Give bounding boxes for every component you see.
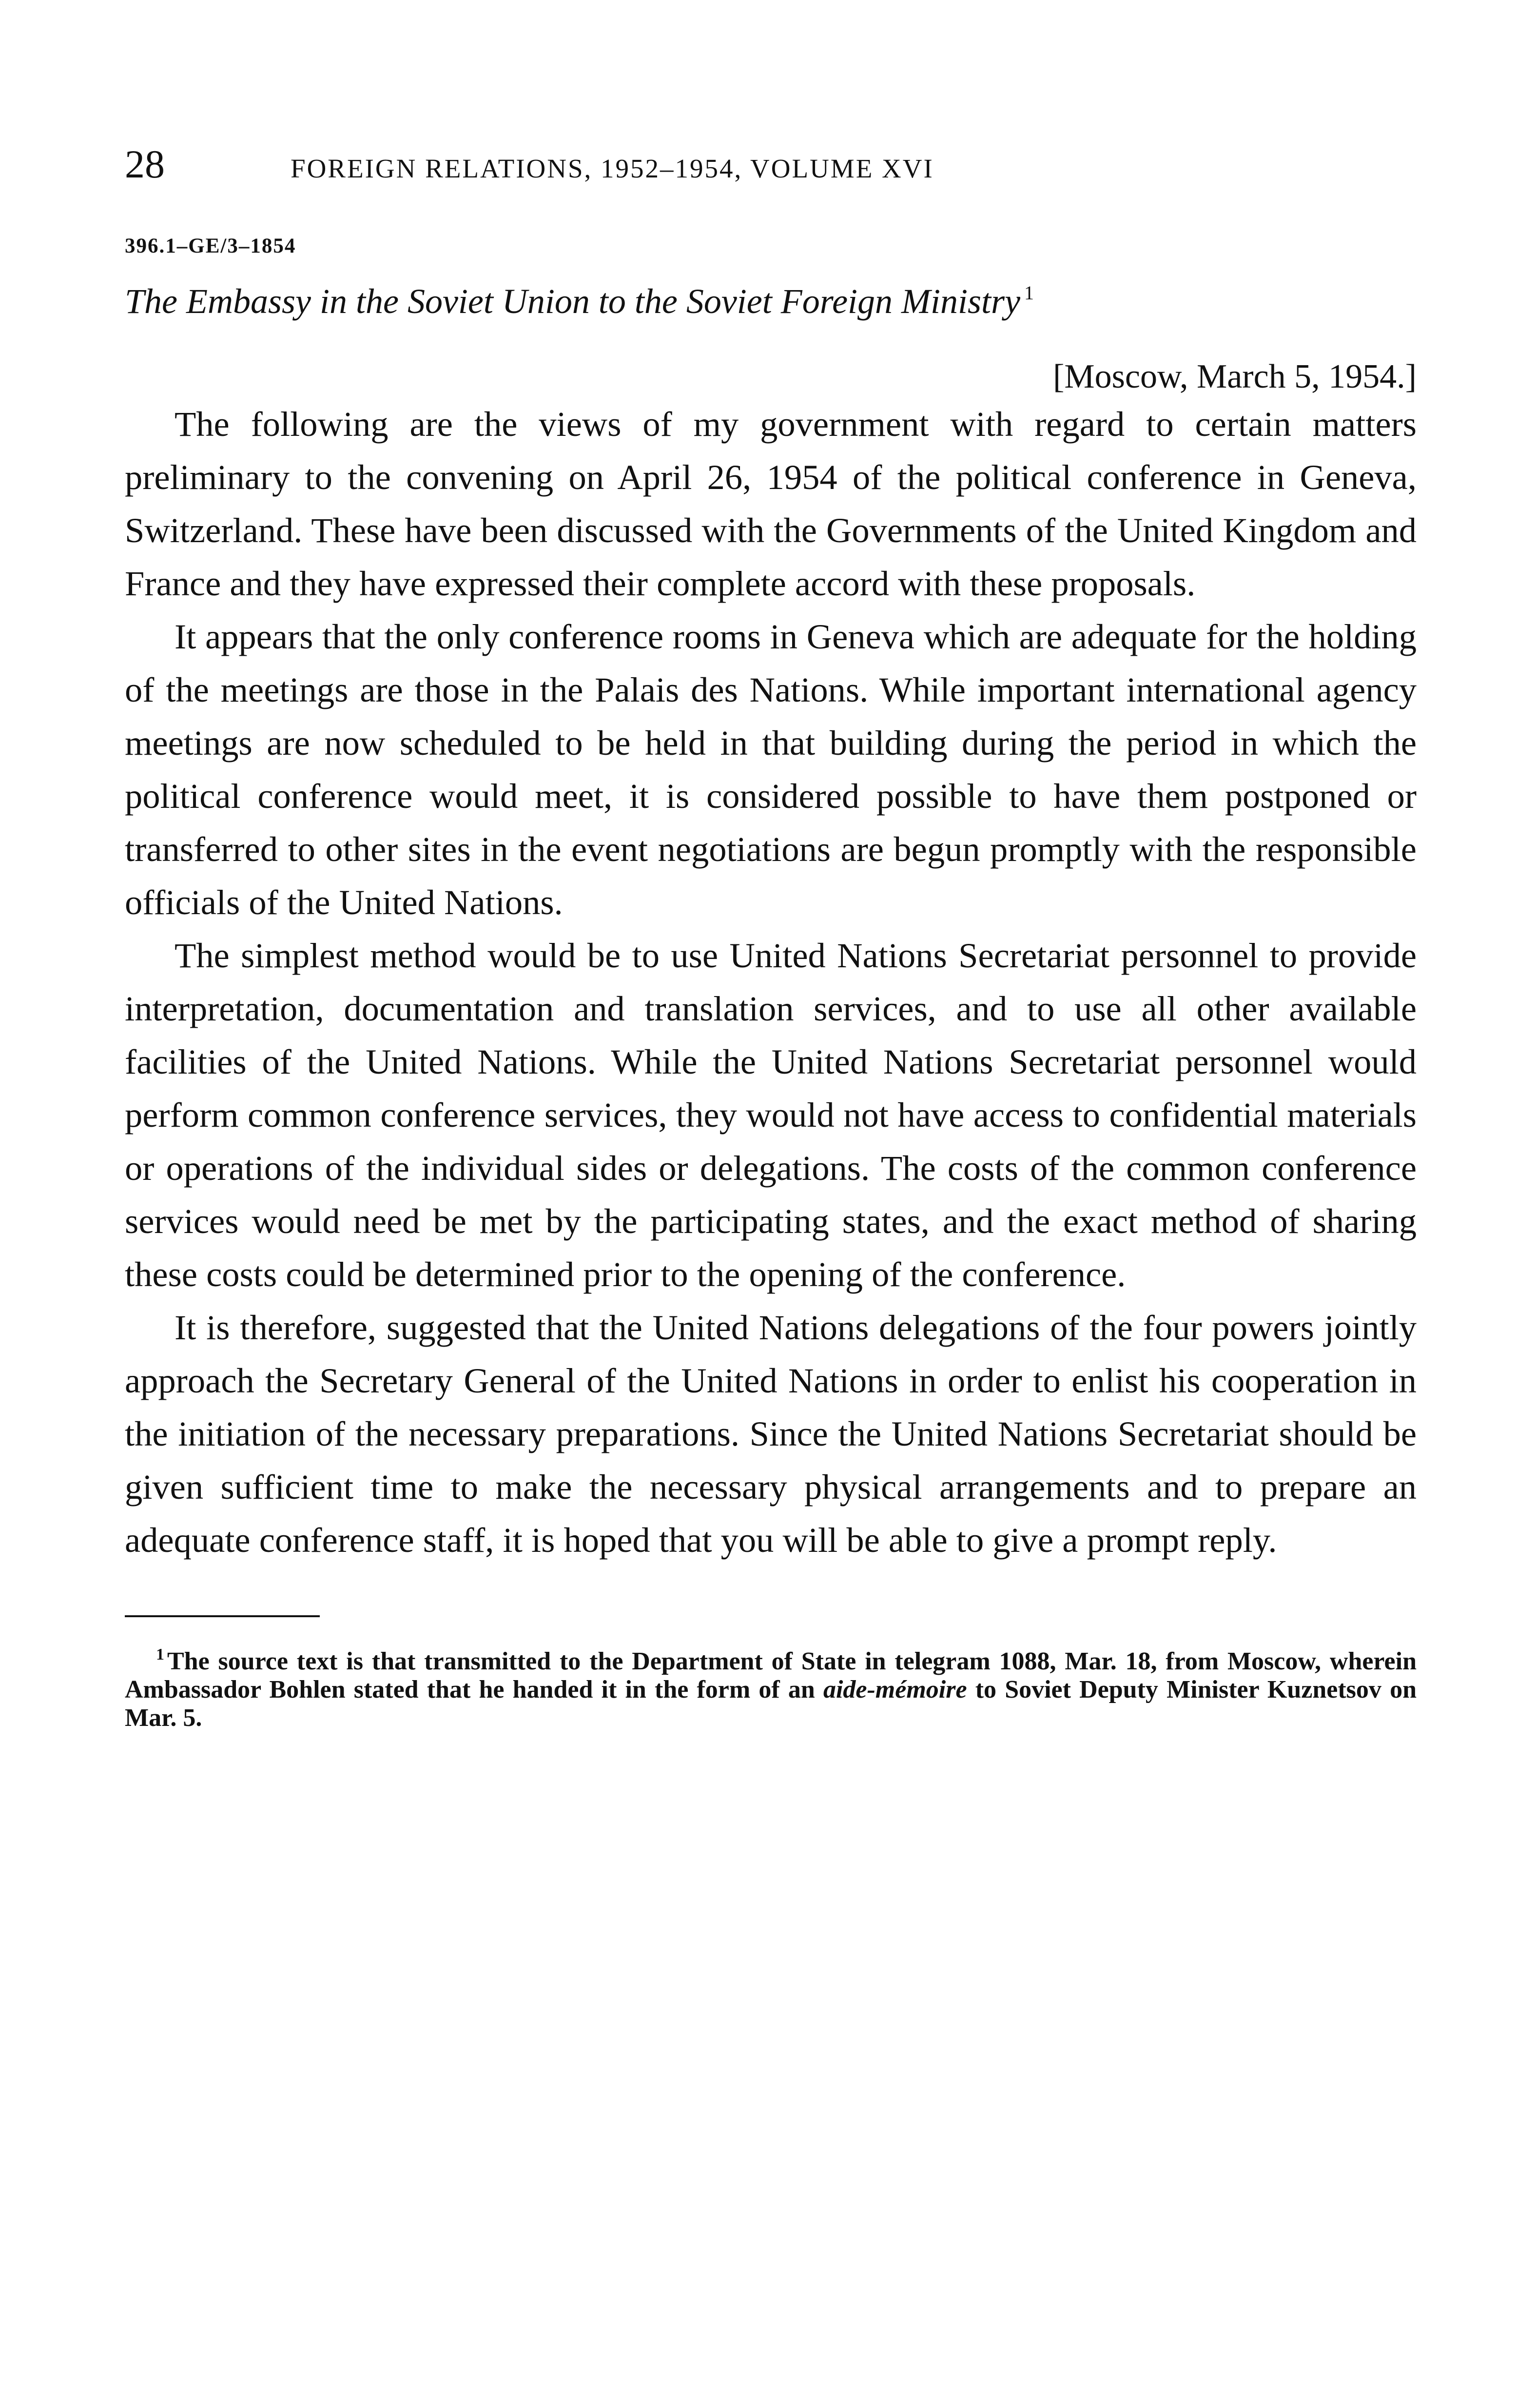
footnote-marker: 1	[156, 1645, 164, 1664]
document-page	[125, 141, 1417, 1732]
document-title-text: The Embassy in the Soviet Union to the Soviet Foreign Ministry	[125, 282, 1021, 321]
body-text	[125, 397, 1417, 1566]
footnote-italic-term: aide-mémoire	[823, 1676, 967, 1704]
dateline: [Moscow, March 5, 1954.]	[1053, 358, 1417, 396]
paragraph: The following are the views of my government with regard to certain matters preliminary to the convening on April 26, 1954 of the political conference in Geneva, Switzerland. These have been discussed with the Governments of the United Kingdom and France and they have expressed their complete accord with these proposals.	[125, 404, 1417, 604]
file-number: 396.1–GE/3–1854	[125, 235, 296, 257]
document-title	[125, 280, 1417, 322]
paragraph: It appears that the only conference rooms in Geneva which are adequate for the holding of the meetings are those in the Palais des Nations. While important international agency meetings are now scheduled to be held in that building during the period in which the political conference would meet, it is considered possible to have them postponed or transferred to other sites in the event negotiations are begun promptly with the responsible officials of the United Nations.	[125, 617, 1417, 922]
paragraph: It is therefore, suggested that the United Nations delegations of the four powers jointly approach the Secretary General of the United Nations in order to enlist his cooperation in the initiation of the necessary preparations. Since the United Nations Secretariat should be given sufficient time to make the necessary physical arrangements and to prepare an adequate conference staff, it is hoped that you will be able to give a prompt reply.	[125, 1308, 1417, 1560]
footnote	[125, 1641, 1417, 1732]
title-footnote-marker: 1	[1024, 282, 1034, 304]
paragraph: The simplest method would be to use United Nations Secretariat personnel to provide interpretation, documentation and translation services, and to use all other available facilities of the United Nations. While the United Nations Secretariat personnel would perform common conference services, they would not have access to confidential materials or operations of the individual sides or delegations. The costs of the common conference services would need be met by the participating states, and the exact method of sharing these costs could be determined prior to the opening of the conference.	[125, 936, 1417, 1294]
running-title: FOREIGN RELATIONS, 1952–1954, VOLUME XVI	[291, 154, 934, 183]
footnote-text-end: to Soviet Deputy Minister Kuznetsov on Mar. 5.	[125, 1676, 1417, 1732]
page-number: 28	[125, 142, 165, 186]
footnote-text-start: The source text is that transmitted to the Department of State in telegram 1088, Mar. 18, from Moscow, wherein Ambassador Bohlen stated that he handed it in the form of an	[125, 1647, 1417, 1704]
running-head	[125, 141, 1417, 200]
footnote-divider	[125, 1615, 320, 1617]
